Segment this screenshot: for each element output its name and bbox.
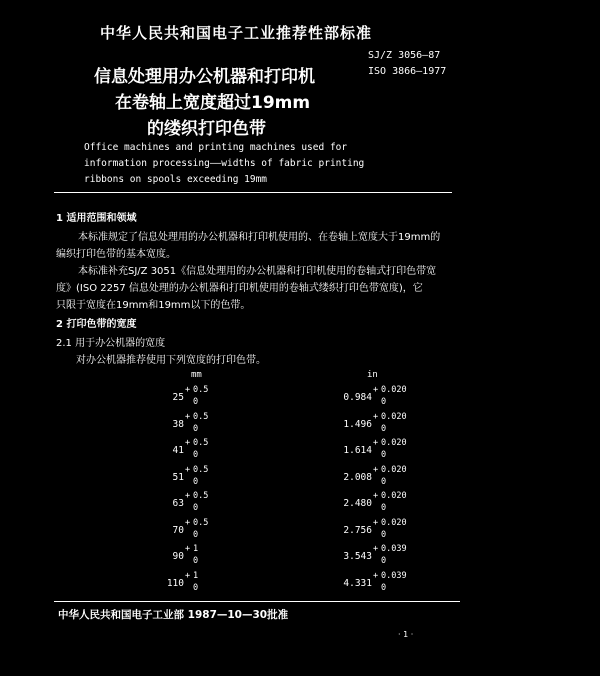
inch-width-value: 4.331 — [343, 578, 372, 589]
mm-upper-tolerance: 0.5 — [193, 465, 209, 475]
inch-upper-tolerance: 0.020 — [381, 518, 407, 528]
section-1-para-1-line-2: 编织打印色带的基本宽度。 — [56, 249, 176, 260]
standard-code: SJ/Z 3056—87 — [368, 50, 441, 61]
inch-upper-tolerance: 0.039 — [381, 571, 407, 581]
mm-lower-tolerance: 0 — [193, 556, 199, 566]
inch-upper-tolerance: 0.020 — [381, 465, 407, 475]
section-1-para-2-line-2: 度》(ISO 2257 信息处理的办公机器和打印机使用的卷轴式缕织打印色带宽度)，它 — [56, 283, 423, 294]
section-2-heading: 2 打印色带的宽度 — [56, 319, 137, 330]
inch-lower-tolerance: 0 — [381, 503, 387, 513]
section-1-heading: 1 适用范围和领域 — [56, 213, 137, 224]
inch-upper-tolerance: 0.039 — [381, 544, 407, 554]
title-line-1: 信息处理用办公机器和打印机 — [94, 67, 315, 87]
mm-upper-tolerance: 0.5 — [193, 438, 209, 448]
inch-lower-tolerance: 0 — [381, 450, 387, 460]
inch-width-value: 3.543 — [343, 551, 372, 562]
mm-lower-tolerance: 0 — [193, 503, 199, 513]
section-1-para-2-line-1: 本标准补充SJ/Z 3051《信息处理用的办公机器和打印机使用的卷轴式打印色带宽 — [78, 266, 437, 277]
inch-plus-sign: + — [373, 412, 379, 422]
mm-width-value: 51 — [172, 472, 184, 483]
mm-upper-tolerance: 1 — [193, 544, 199, 554]
inch-width-value: 2.008 — [343, 472, 372, 483]
inch-width-value: 1.614 — [343, 445, 372, 456]
column-header-mm: mm — [191, 370, 202, 380]
header-divider — [54, 192, 452, 193]
mm-width-value: 41 — [172, 445, 184, 456]
inch-lower-tolerance: 0 — [381, 556, 387, 566]
mm-plus-sign: + — [185, 465, 191, 475]
inch-upper-tolerance: 0.020 — [381, 412, 407, 422]
inch-upper-tolerance: 0.020 — [381, 438, 407, 448]
inch-width-value: 2.480 — [343, 498, 372, 509]
inch-lower-tolerance: 0 — [381, 397, 387, 407]
mm-upper-tolerance: 0.5 — [193, 491, 209, 501]
inch-width-value: 1.496 — [343, 419, 372, 430]
section-2-1-heading: 2.1 用于办公机器的宽度 — [56, 338, 166, 349]
section-2-1-intro: 对办公机器推荐使用下列宽度的打印色带。 — [76, 355, 266, 366]
inch-lower-tolerance: 0 — [381, 583, 387, 593]
inch-plus-sign: + — [373, 465, 379, 475]
mm-width-value: 63 — [172, 498, 184, 509]
page-number: · 1 · — [398, 630, 414, 639]
section-1-para-2-line-3: 只限于宽度在19mm和19mm以下的色带。 — [56, 300, 251, 311]
mm-width-value: 90 — [172, 551, 184, 562]
issuing-organization: 中华人民共和国电子工业推荐性部标准 — [100, 24, 373, 42]
english-title-line-3: ribbons on spools exceeding 19mm — [84, 174, 268, 185]
title-line-2: 在卷轴上宽度超过19mm — [115, 93, 311, 113]
inch-lower-tolerance: 0 — [381, 530, 387, 540]
mm-lower-tolerance: 0 — [193, 424, 199, 434]
mm-width-value: 38 — [172, 419, 184, 430]
mm-plus-sign: + — [185, 385, 191, 395]
mm-lower-tolerance: 0 — [193, 397, 199, 407]
section-1-para-1-line-1: 本标准规定了信息处理用的办公机器和打印机使用的、在卷轴上宽度大于19mm的 — [78, 232, 441, 243]
mm-width-value: 25 — [172, 392, 184, 403]
mm-upper-tolerance: 0.5 — [193, 412, 209, 422]
mm-plus-sign: + — [185, 518, 191, 528]
inch-lower-tolerance: 0 — [381, 477, 387, 487]
mm-lower-tolerance: 0 — [193, 583, 199, 593]
mm-upper-tolerance: 0.5 — [193, 385, 209, 395]
mm-plus-sign: + — [185, 544, 191, 554]
approval-line: 中华人民共和国电子工业部 1987—10—30批准 — [58, 609, 289, 621]
inch-width-value: 2.756 — [343, 525, 372, 536]
inch-upper-tolerance: 0.020 — [381, 385, 407, 395]
mm-upper-tolerance: 1 — [193, 571, 199, 581]
iso-reference: ISO 3866—1977 — [368, 66, 447, 77]
inch-plus-sign: + — [373, 544, 379, 554]
footer-divider — [54, 601, 460, 602]
column-header-in: in — [367, 370, 378, 380]
inch-upper-tolerance: 0.020 — [381, 491, 407, 501]
mm-plus-sign: + — [185, 571, 191, 581]
mm-upper-tolerance: 0.5 — [193, 518, 209, 528]
inch-plus-sign: + — [373, 491, 379, 501]
mm-lower-tolerance: 0 — [193, 530, 199, 540]
inch-width-value: 0.984 — [343, 392, 372, 403]
mm-width-value: 110 — [166, 578, 184, 589]
mm-lower-tolerance: 0 — [193, 450, 199, 460]
mm-plus-sign: + — [185, 491, 191, 501]
inch-plus-sign: + — [373, 438, 379, 448]
mm-plus-sign: + — [185, 438, 191, 448]
english-title-line-1: Office machines and printing machines used for — [84, 142, 348, 153]
inch-plus-sign: + — [373, 571, 379, 581]
english-title-line-2: information processing——widths of fabric printing — [84, 158, 365, 169]
title-line-3: 的缕织打印色带 — [147, 119, 266, 139]
mm-width-value: 70 — [172, 525, 184, 536]
inch-plus-sign: + — [373, 518, 379, 528]
inch-lower-tolerance: 0 — [381, 424, 387, 434]
mm-plus-sign: + — [185, 412, 191, 422]
mm-lower-tolerance: 0 — [193, 477, 199, 487]
inch-plus-sign: + — [373, 385, 379, 395]
